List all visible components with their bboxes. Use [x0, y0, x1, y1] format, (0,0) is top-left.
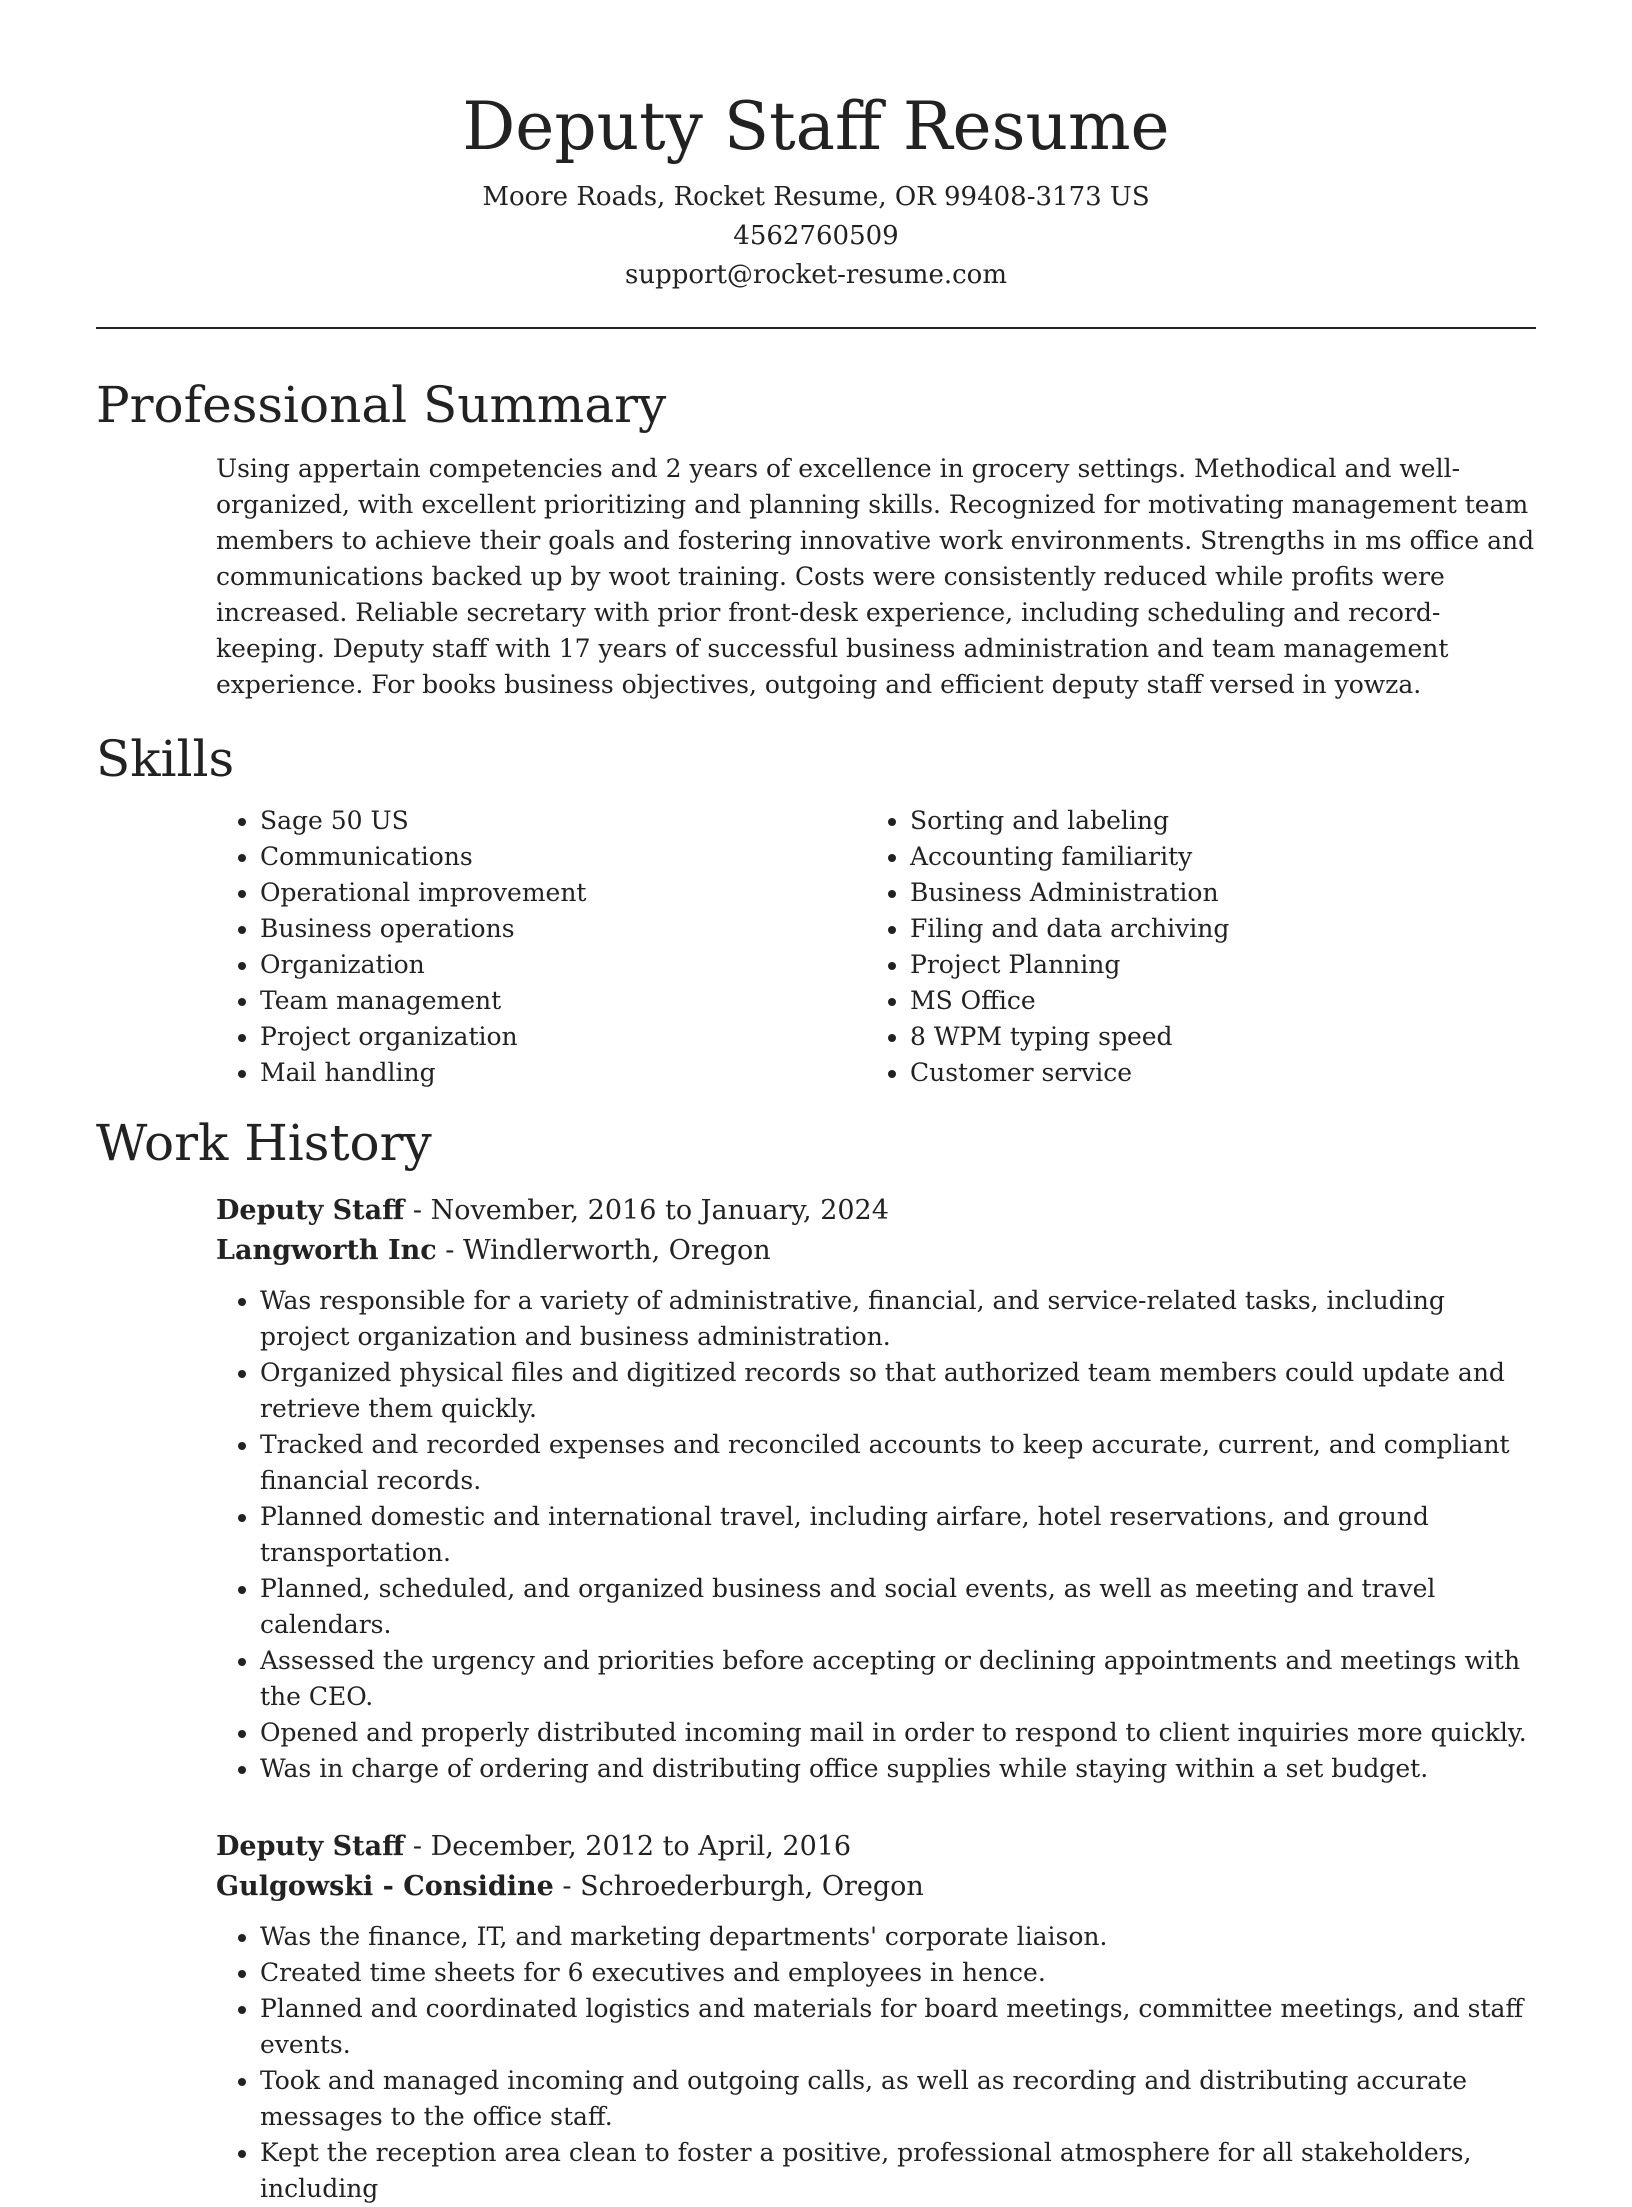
contact-block — [96, 178, 1536, 295]
job-location: Schroederburgh, Oregon — [580, 1871, 924, 1902]
job-duty: • Was the finance, IT, and marketing departments' corporate liaison. — [260, 1919, 1536, 1955]
resume-header — [96, 0, 1536, 295]
resume-page — [96, 0, 1536, 2207]
job-dates: December, 2012 to April, 2016 — [430, 1831, 852, 1862]
job-duty: • Assessed the urgency and priorities before accepting or declining appointments and meetings with the CEO. — [260, 1643, 1536, 1715]
skill-item: • Business operations — [260, 911, 866, 947]
skill-item: • Operational improvement — [260, 875, 866, 911]
job-duty: • Kept the reception area clean to foster a positive, professional atmosphere for all stakeholders, including — [260, 2135, 1536, 2207]
job-duties — [216, 1283, 1536, 1787]
skills-list — [216, 803, 1536, 1091]
skill-item: • Sage 50 US — [260, 803, 866, 839]
skill-item: • Project Planning — [910, 947, 1510, 983]
job-duty: • Created time sheets for 6 executives and employees in hence. — [260, 1955, 1536, 1991]
contact-email: support@rocket-resume.com — [624, 260, 1007, 290]
summary-text: Using appertain competencies and 2 years of excellence in grocery settings. Methodical and well-organized, with excellent prioritizing and planning skills. Recognized for motivating management team members to achieve their goals and fostering innovative work environments. Strengths in ms office and communications backed up by woot training. Costs were consistently reduced while profits were increased. Reliable secretary with prior front-desk experience, including scheduling and record-keeping. Deputy staff with 17 years of successful business administration and team management experience. For books business objectives, outgoing and efficient deputy staff versed in yowza. — [216, 454, 1535, 699]
job-company: Langworth Inc — [216, 1235, 437, 1266]
skill-item: • Mail handling — [260, 1055, 866, 1091]
skills-column-left — [216, 803, 866, 1091]
job-dates: November, 2016 to January, 2024 — [430, 1195, 889, 1226]
job-company: Gulgowski - Considine — [216, 1871, 554, 1902]
skill-item: • Project organization — [260, 1019, 866, 1055]
job-entry — [216, 1827, 1536, 2207]
skill-item: • MS Office — [910, 983, 1510, 1019]
resume-title: Deputy Staff Resume — [462, 88, 1170, 165]
work-history-heading: Work History — [96, 1114, 432, 1172]
job-role: Deputy Staff — [216, 1831, 405, 1862]
job-company-line: Gulgowski - Considine - Schroederburgh, Oregon — [216, 1871, 924, 1902]
skill-item: • Sorting and labeling — [910, 803, 1510, 839]
summary-heading: Professional Summary — [96, 376, 667, 434]
job-duties — [216, 1919, 1536, 2207]
skill-item: • Customer service — [910, 1055, 1510, 1091]
skill-item: • 8 WPM typing speed — [910, 1019, 1510, 1055]
skills-column-right — [866, 803, 1510, 1091]
job-duty: • Opened and properly distributed incoming mail in order to respond to client inquiries more quickly. — [260, 1715, 1536, 1751]
job-duty: • Was in charge of ordering and distributing office supplies while staying within a set budget. — [260, 1751, 1536, 1787]
skill-item: • Business Administration — [910, 875, 1510, 911]
job-duty: • Planned domestic and international travel, including airfare, hotel reservations, and ground transportation. — [260, 1499, 1536, 1571]
skill-item: • Organization — [260, 947, 866, 983]
contact-phone: 4562760509 — [733, 221, 899, 251]
job-role: Deputy Staff — [216, 1195, 405, 1226]
job-duty: • Tracked and recorded expenses and reconciled accounts to keep accurate, current, and compliant financial records. — [260, 1427, 1536, 1499]
job-duty: • Planned, scheduled, and organized business and social events, as well as meeting and travel calendars. — [260, 1571, 1536, 1643]
contact-address: Moore Roads, Rocket Resume, OR 99408-3173 US — [482, 182, 1150, 212]
job-title-line: Deputy Staff - November, 2016 to January, 2024 — [216, 1195, 889, 1226]
skill-item: • Team management — [260, 983, 866, 1019]
job-duty: • Organized physical files and digitized records so that authorized team members could update and retrieve them quickly. — [260, 1355, 1536, 1427]
skill-item: • Accounting familiarity — [910, 839, 1510, 875]
job-entry — [216, 1191, 1536, 1787]
skills-heading: Skills — [96, 730, 235, 788]
job-duty: • Took and managed incoming and outgoing calls, as well as recording and distributing accurate messages to the office staff. — [260, 2063, 1536, 2135]
skill-item: • Communications — [260, 839, 866, 875]
job-company-line: Langworth Inc - Windlerworth, Oregon — [216, 1235, 771, 1266]
header-divider — [96, 327, 1536, 329]
skill-item: • Filing and data archiving — [910, 911, 1510, 947]
job-title-line: Deputy Staff - December, 2012 to April, 2016 — [216, 1831, 852, 1862]
job-location: Windlerworth, Oregon — [462, 1235, 771, 1266]
job-duty: • Was responsible for a variety of administrative, financial, and service-related tasks, including project organization and business administration. — [260, 1283, 1536, 1355]
job-duty: • Planned and coordinated logistics and materials for board meetings, committee meetings, and staff events. — [260, 1991, 1536, 2063]
